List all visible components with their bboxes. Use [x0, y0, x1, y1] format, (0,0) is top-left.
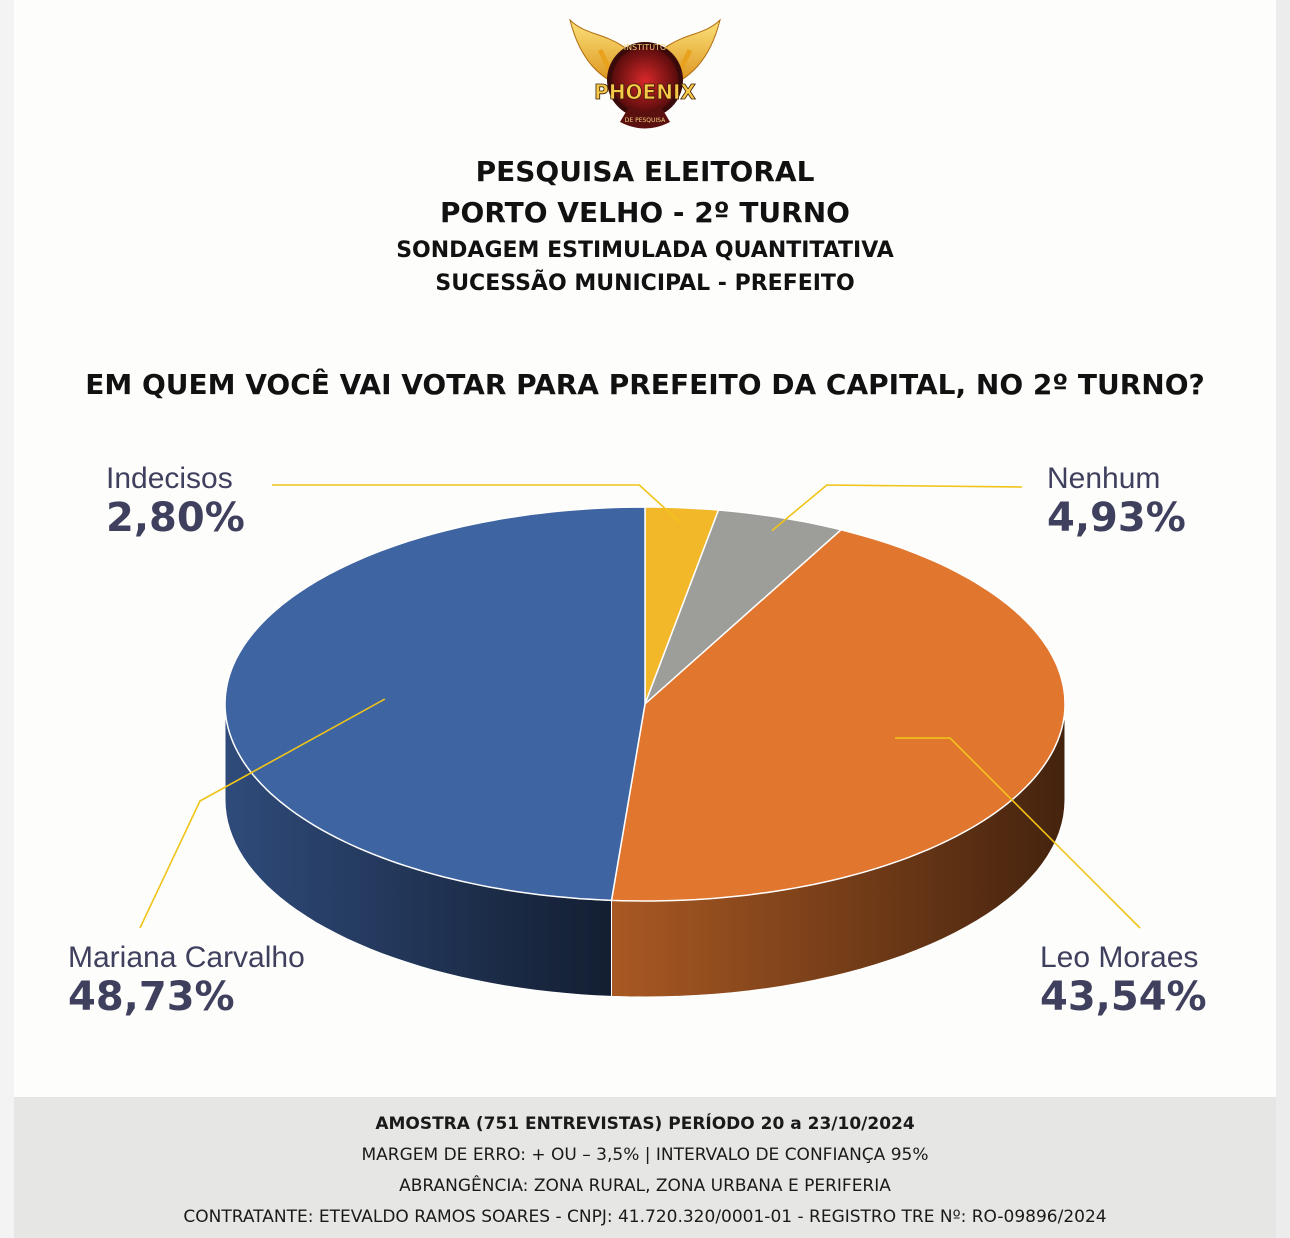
footer-margin: MARGEM DE ERRO: + OU – 3,5% | INTERVALO DE CONFIANÇA 95%	[361, 1145, 929, 1165]
label-mariana-carvalho	[68, 941, 305, 1020]
slice-value-leo-moraes: 43,54%	[1040, 974, 1207, 1020]
slice-value-indecisos: 2,80%	[106, 495, 245, 541]
slice-label-mariana-carvalho: Mariana Carvalho	[68, 941, 305, 974]
footer-contractor: CONTRATANTE: ETEVALDO RAMOS SOARES - CNPJ: 41.720.320/0001-01 - REGISTRO TRE Nº: RO-09896/2024	[183, 1207, 1107, 1227]
slice-label-indecisos: Indecisos	[106, 462, 233, 495]
chart-question: EM QUEM VOCÊ VAI VOTAR PARA PREFEITO DA CAPITAL, NO 2º TURNO?	[85, 368, 1205, 401]
logo-top-text: INSTITUTO	[623, 43, 667, 52]
report-subtitle-city: PORTO VELHO - 2º TURNO	[440, 196, 850, 229]
slice-label-nenhum: Nenhum	[1047, 462, 1161, 495]
logo-name: PHOENIX	[594, 80, 696, 104]
label-indecisos	[106, 462, 245, 541]
slice-value-nenhum: 4,93%	[1047, 495, 1186, 541]
pie-top-faces	[225, 507, 1065, 901]
report-title: PESQUISA ELEITORAL	[475, 155, 815, 188]
footer-sample: AMOSTRA (751 ENTREVISTAS) PERÍODO 20 a 23/10/2024	[375, 1114, 915, 1134]
footer-coverage: ABRANGÊNCIA: ZONA RURAL, ZONA URBANA E PERIFERIA	[399, 1176, 891, 1196]
report-office: SUCESSÃO MUNICIPAL - PREFEITO	[435, 271, 855, 296]
label-leo-moraes	[1040, 941, 1207, 1020]
slice-value-mariana-carvalho: 48,73%	[68, 974, 235, 1020]
report-survey-type: SONDAGEM ESTIMULADA QUANTITATIVA	[396, 238, 894, 263]
label-nenhum	[1047, 462, 1186, 541]
methodology-footer	[14, 1097, 1276, 1238]
logo-bottom-text: DE PESQUISA	[624, 117, 666, 124]
slice-label-leo-moraes: Leo Moraes	[1040, 941, 1199, 974]
